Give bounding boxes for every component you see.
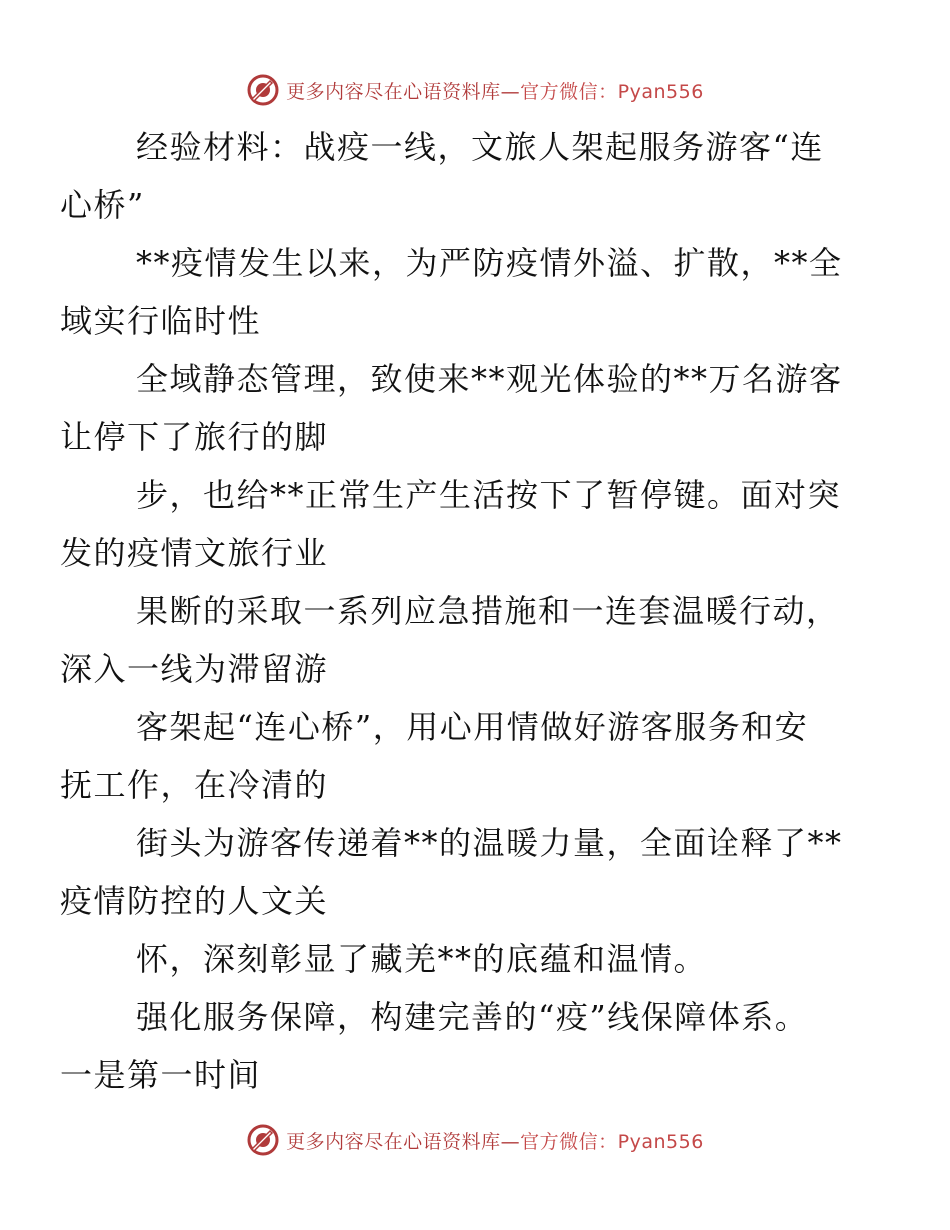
paragraph — [60, 582, 858, 698]
paragraph-line: 全域静态管理，致使来**观光体验的**万名游客 — [136, 360, 843, 398]
banner-wechat: 官方微信：Pyan556 — [520, 80, 704, 103]
banner-lead: 更多内容尽在心语资料库— — [286, 80, 521, 103]
paragraph-line: 怀，深刻彰显了藏羌**的底蕴和温情。 — [136, 940, 708, 978]
paragraph-line: 步，也给**正常生产生活按下了暂停键。面对突 — [136, 476, 842, 514]
banner-text — [286, 77, 704, 104]
paragraph-line: 域实行临时性 — [60, 302, 262, 340]
paragraph-line: 抚工作，在冷清的 — [60, 766, 329, 804]
paragraph-line: 街头为游客传递着**的温暖力量，全面诠释了** — [136, 824, 843, 862]
brand-logo-icon — [246, 1123, 280, 1157]
paragraph — [60, 234, 858, 350]
paragraph-line: 果断的采取一系列应急措施和一连套温暖行动， — [136, 592, 840, 630]
paragraph — [60, 466, 858, 582]
paragraph-line: 疫情防控的人文关 — [60, 882, 329, 920]
paragraph-line: 一是第一时间 — [60, 1056, 262, 1094]
brand-logo-icon — [246, 73, 280, 107]
paragraph-line: 强化服务保障，构建完善的“疫”线保障体系。 — [136, 998, 809, 1036]
paragraph — [60, 988, 858, 1104]
paragraph-line: 深入一线为滞留游 — [60, 650, 329, 688]
paragraph — [60, 698, 858, 814]
paragraph-line: **疫情发生以来，为严防疫情外溢、扩散，**全 — [136, 244, 843, 282]
paragraph-line: 让停下了旅行的脚 — [60, 418, 329, 456]
paragraph-line: 客架起“连心桥”，用心用情做好游客服务和安 — [136, 708, 809, 746]
paragraph-line: 经验材料：战疫一线，文旅人架起服务游客“连 — [136, 128, 824, 166]
paragraph-title — [60, 118, 858, 234]
paragraph — [98, 930, 858, 988]
banner-text — [286, 1127, 704, 1154]
paragraph — [60, 350, 858, 466]
paragraph-line: 发的疫情文旅行业 — [60, 534, 329, 572]
header-banner — [0, 70, 950, 110]
paragraph — [60, 814, 858, 930]
banner-wechat: 官方微信：Pyan556 — [520, 1130, 704, 1153]
paragraph-line: 心桥” — [60, 186, 145, 224]
banner-lead: 更多内容尽在心语资料库— — [286, 1130, 521, 1153]
footer-banner — [0, 1120, 950, 1160]
document-body — [60, 118, 858, 1104]
